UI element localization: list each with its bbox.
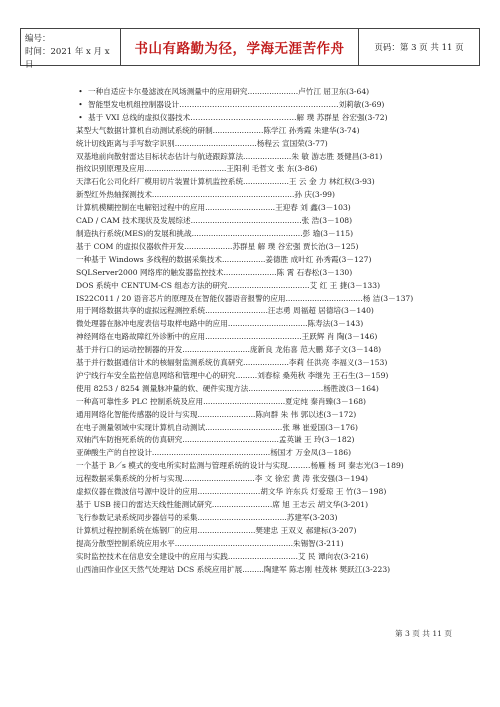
contents-list xyxy=(76,86,456,576)
list-item: 虚拟仪器在微波信号源中设计的应用..........................胡文华 许东兵 灯爱琼 王 竹(3－198) xyxy=(76,487,387,497)
list-item: 基于 USB 接口的雷达天线性能测试研究.........................席 旭 王志云 胡文华(3-201) xyxy=(76,500,369,509)
list-item: DOS 系统中 CENTUM-CS 组态方法的研究..................................艾 红 王 捷(3－133) xyxy=(76,280,381,290)
list-item: 通用网络化智能传感器的设计与实现........................陈向群 朱 伟 郭以述(3－172) xyxy=(76,409,357,419)
list-item: 用于网络数据共享的虚拟远程测控系统..........................汪志勇 周福超 居德培(3－140) xyxy=(76,306,374,316)
list-item: 双基地前向散射雷达目标状态估计与航迹跟踪算法....................朱 敏 游志胜 聂健昌(3-81) xyxy=(76,151,383,161)
bullet-icon: • xyxy=(78,87,83,96)
bullet-icon: • xyxy=(78,99,83,109)
header-slogan: 书山有路勤为径，学海无涯苦作舟 xyxy=(121,29,359,65)
list-item: 亚砷酸生产的自控设计.................................................杨国才 万金凤(3－186) xyxy=(76,448,352,458)
list-item: 远程数据采集系统的分析与实现..............................李 文 徐宏 黄 涛 张安强(3－194) xyxy=(76,474,368,484)
list-item: 某型大气数据计算机自动测试系统的研制.....................陈学江 孙秀霞 朱建华(3-74) xyxy=(76,125,360,135)
list-item: 一种基于 Windows 多线程的数据采集技术..................姜德胜 成叶红 孙秀霞(3－127) xyxy=(76,254,372,264)
header-meta xyxy=(21,29,121,70)
list-item: 基于并行口的运动控制器的开发............................庞新良 龙佑喜 范大鹏 郑子文(3－148) xyxy=(76,345,382,355)
list-item: • 一种自适应卡尔曼滤波在风场测量中的应用研究.....................卢竹江 屈卫东(3-64) xyxy=(76,86,456,99)
list-item: • 基于 VXI 总线的虚拟仪器技术……………………………………解 璞 苏群星 谷宏强(3-72) xyxy=(76,112,456,125)
list-item: 一个基于 B／s 模式的变电所实时监测与管理系统的设计与实现………杨雁 杨 珂 秦志光(3－189) xyxy=(76,461,404,471)
bullet-icon: • xyxy=(78,112,83,122)
list-item: 基于并行数据通信计术的核辐射监测系统仿真研究...................李莉 任洪亮 李福义(3－153) xyxy=(76,358,388,368)
list-item: 新型红外热轴探测技术...........................................................孙 庆(3-99) xyxy=(76,190,335,200)
list-item: 计算机过程控制系统在炼钢厂的应用........................樊建忠 王双义 郝建标(3-207) xyxy=(76,525,357,535)
list-item: 提高分散型控制系统应用水平.................................................朱锡智(3-211) xyxy=(76,538,344,548)
page-footer: 第 3 页 共 11 页 xyxy=(395,629,452,638)
list-item: 山西油田作业区天然气处理站 DCS 系统应用扩展.........陶建军 陈志刚 桂茂林 樊跃江(3-223) xyxy=(76,564,391,574)
list-item: CAD / CAM 技术现状及发展综述..............................................张 浩(3－108) xyxy=(76,216,353,226)
list-item: 一种高可靠性多 PLC 控制系统及应用..................................夏定纯 秦肖臻(3－168) xyxy=(76,396,366,406)
time-label: 时间：2021 年 x 月 x 日 xyxy=(25,47,110,70)
list-item: • 智能型发电机组控制器设计………………………………………………………刘莉敏(3-69) xyxy=(76,99,456,112)
number-label: 编号： xyxy=(25,34,51,44)
list-item: 飞行参数记录系统同步器信号的采集.....................................苏建军(3-203) xyxy=(76,512,338,522)
list-item: 指纹识别原理及应用..................................王阳利 毛哲文 张 东(3-86) xyxy=(76,164,318,174)
list-item: 天津石化公司化纤厂模用切片装置计算机监控系统...................王 云 金 力 林红权(3-93) xyxy=(76,177,375,187)
list-item: 神经网络在电路故障红外诊断中的应用........................................王跃辉 肖 陶(3－146) xyxy=(76,332,378,342)
list-item: 使用 8253 / 8254 测量脉冲量的软、硬件实现方法...............................杨胜波(3－164) xyxy=(76,383,379,393)
page-header xyxy=(20,28,480,70)
list-item: 在电子测量领域中实现计算机自动测试................................张 琳 崔爱国(3－176) xyxy=(76,422,358,432)
list-item: 统计切线距离与手写数字识别..................................杨程云 宣国荣(3-77) xyxy=(76,138,328,148)
list-item: 双轴汽车防抱死系统的仿真研究........................................孟英谦 王 玲(3－182) xyxy=(76,435,355,445)
header-page-info: 页码：第 3 页 共 11 页 xyxy=(374,43,464,53)
list-item: 沪宁线行车安全监控信息网络和管理中心的研究.........刘春棕 桑苑秋 李继先 王石生(3－159) xyxy=(76,370,389,380)
list-item: 基于 COM 的虚拟仪器软件开发....................苏群星 解 璞 谷宏强 贾长治(3－125) xyxy=(76,241,359,251)
list-item: IS22C011 / 20 语音芯片的原理及在智能仪器语音报警的应用................................杨 洁(3－137) xyxy=(76,293,414,303)
list-item: 微处理器在脉冲电度表信号取样电路中的应用.................................陈寿法(3－143) xyxy=(76,319,364,329)
list-item: 制造执行系统(MES)的发展和挑战..............................................彭 瑜(3－115) xyxy=(76,228,354,238)
list-item: 实时监控技术在信息安全建设中的应用与实践.............................艾 民 谭向农(3-216) xyxy=(76,551,369,561)
list-item: SQLServer2000 网络库的触发器监控技术......................陈 霄 石春松(3－130) xyxy=(76,267,353,277)
list-item: 计算机模糊控制在电解铝过程中的应用.............................王迎春 刘 鑫(3－103) xyxy=(76,203,351,213)
